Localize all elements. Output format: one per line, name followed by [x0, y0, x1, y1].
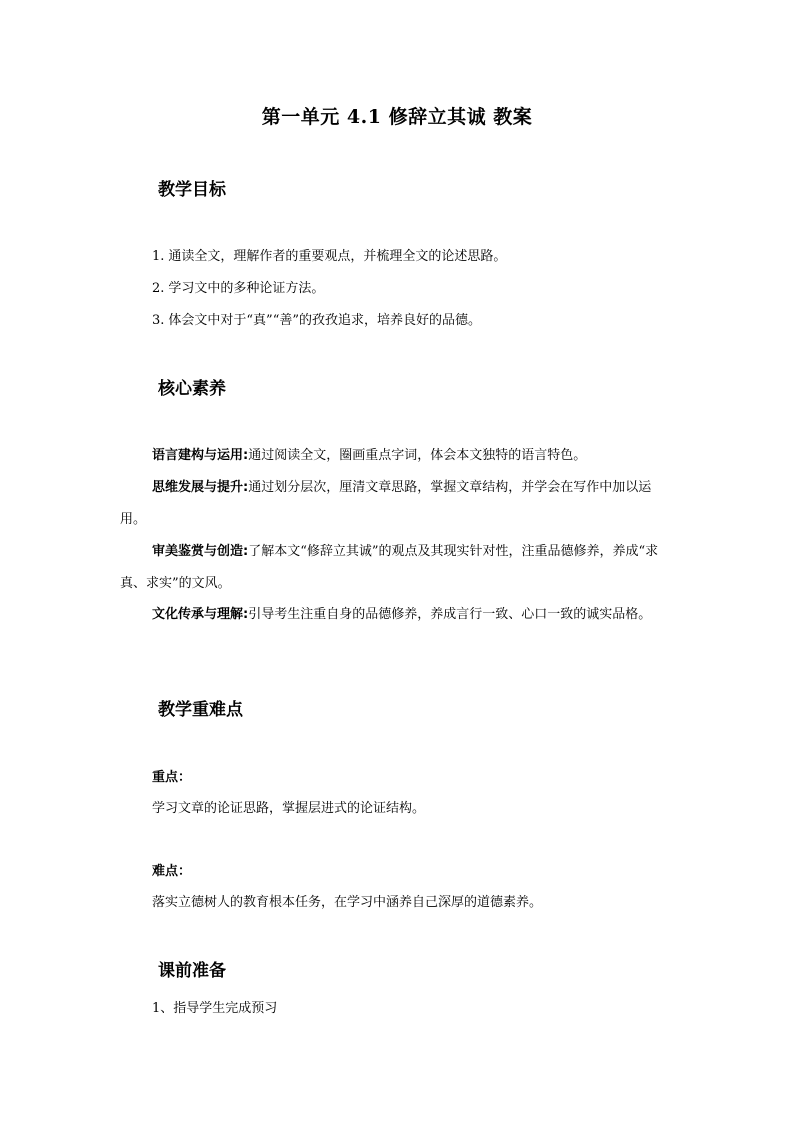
core-text: 引导考生注重自身的品德修养，养成言行一致、心口一致的诚实品格。 [248, 607, 652, 622]
core-paragraph [120, 440, 676, 472]
core-text: 通过阅读全文，圈画重点字词，体会本文独特的语言特色。 [248, 448, 587, 463]
objective-number: 3. [152, 313, 165, 328]
core-text: 了解本文“修辞立其诚”的观点及其现实针对性，注重品德修养，养成“求真、求实”的文风。 [120, 544, 659, 591]
objective-item [152, 247, 506, 267]
core-paragraph [120, 536, 676, 600]
heading-objectives: 教学目标 [158, 180, 226, 200]
prep-item: 1、指导学生完成预习 [152, 1001, 278, 1016]
objective-item [152, 311, 481, 331]
focus-label: 重点： [152, 770, 192, 785]
core-label: 语言建构与运用: [152, 448, 249, 463]
objective-number: 2. [152, 281, 165, 296]
core-paragraph [120, 472, 676, 536]
heading-core: 核心素养 [158, 379, 226, 399]
objective-number: 1. [152, 249, 165, 264]
objective-text: 体会文中对于“真”“善”的孜孜追求，培养良好的品德。 [168, 313, 481, 328]
heading-prep: 课前准备 [158, 961, 226, 981]
document-title: 第一单元 4.1 修辞立其诚 教案 [261, 106, 533, 128]
core-paragraph [120, 599, 676, 631]
objective-text: 学习文中的多种论证方法。 [168, 281, 325, 296]
focus-text: 学习文章的论证思路，掌握层进式的论证结构。 [152, 801, 426, 816]
core-label: 思维发展与提升: [152, 480, 249, 495]
objective-item [152, 279, 324, 299]
core-label: 审美鉴赏与创造: [152, 544, 249, 559]
core-label: 文化传承与理解: [152, 607, 249, 622]
heading-keypoints: 教学重难点 [158, 700, 243, 720]
difficulty-label: 难点： [152, 864, 192, 879]
core-text: 通过划分层次，厘清文章思路，掌握文章结构，并学会在写作中加以运用。 [120, 480, 652, 527]
difficulty-text: 落实立德树人的教育根本任务，在学习中涵养自己深厚的道德素养。 [152, 895, 543, 910]
objective-text: 通读全文，理解作者的重要观点，并梳理全文的论述思路。 [168, 249, 507, 264]
